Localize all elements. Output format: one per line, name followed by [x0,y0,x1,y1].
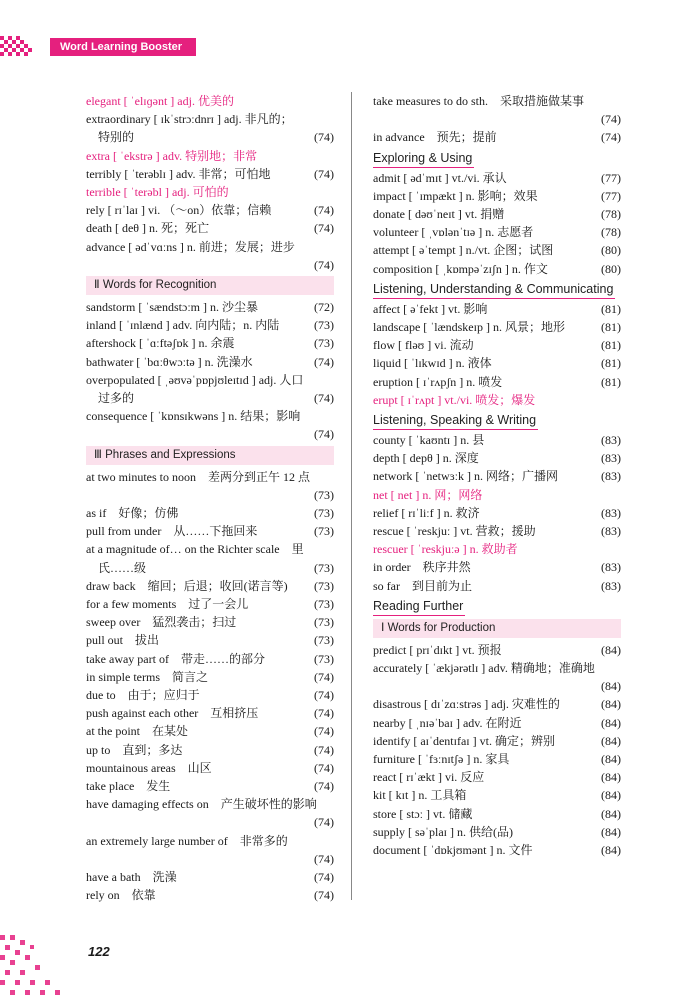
page-ref: (73) [314,336,334,351]
phrase-entry: rely on 依靠 (74) [86,886,334,904]
page-ref: (83) [601,578,621,593]
page-ref: (83) [601,524,621,539]
vocab-entry: predict [ prɪˈdɪkt ] vt. 预报 (84) [373,641,621,659]
page-number: 122 [88,944,110,959]
phrase-entry: pull from under 从……下拖回来 (73) [86,522,334,540]
vocab-entry: identify [ aɪˈdentɪfaɪ ] vt. 确定；辨别 (84) [373,732,621,750]
vocab-entry: in order 秩序井然 (83) [373,558,621,576]
vocab-entry: bathwater [ ˈbɑːθwɔːtə ] n. 洗澡水 (74) [86,353,334,371]
page-ref: (74) [314,427,334,442]
vocab-entry: rely [ rɪˈlaɪ ] vi. （～on）依靠；信赖 (74) [86,201,334,219]
vocab-entry: flow [ fləʊ ] vi. 流动 (81) [373,336,621,354]
heading-listening-understanding: Listening, Understanding & Communicating [373,280,615,299]
phrase-entry: pull out 拔出 (73) [86,631,334,649]
vocab-entry: rescuer [ ˈreskjuːə ] n. 救助者 [373,542,518,557]
page-ref: (84) [601,843,621,858]
page-ref: (74) [314,760,334,775]
phrase-entry: take measures to do sth. 采取措施做某事 (74) [373,92,621,128]
vocab-entry: extraordinary [ ɪkˈstrɔːdnrɪ ] adj. 非凡的； 特别的 (74) [86,110,334,146]
phrase-entry: have damaging effects on 产生破坏性的影响 (74) [86,795,334,831]
phrase-entry: draw back 缩回；后退；收回(诺言等) (73) [86,577,334,595]
phrase-entry: at two minutes to noon 差两分到正午 12 点 (73) [86,468,334,504]
phrase-group-continued [373,92,621,147]
left-column [86,92,334,904]
page-ref: (74) [314,354,334,369]
phrase-group [86,468,334,905]
page-ref: (80) [601,243,621,258]
vocab-entry: consequence [ ˈkɒnsɪkwəns ] n. 结果；影响 (74) [86,407,334,443]
vocab-entry: affect [ əˈfekt ] vt. 影响 (81) [373,300,621,318]
phrase-entry: as if 好像；仿佛 (73) [86,504,334,522]
page-ref: (74) [314,130,334,145]
right-column [373,92,621,859]
page-ref: (83) [601,451,621,466]
vocab-entry: death [ deθ ] n. 死；死亡 (74) [86,219,334,237]
vocab-entry: terribly [ ˈterəblɪ ] adv. 非常；可怕地 (74) [86,165,334,183]
vocab-group-core [86,92,334,274]
page-ref: (81) [601,320,621,335]
vocab-entry: network [ ˈnetwɜːk ] n. 网络；广播网 (83) [373,467,621,485]
vocab-entry: eruption [ ɪˈrʌpʃn ] n. 喷发 (81) [373,373,621,391]
vocab-group-listening-understanding [373,300,621,409]
vocab-entry: accurately [ ˈækjərətlɪ ] adv. 精确地；准确地 (84) [373,659,621,695]
page-ref: (81) [601,338,621,353]
page-ref: (74) [314,166,334,181]
page-ref: (73) [314,318,334,333]
heading-listening-speaking: Listening, Speaking & Writing [373,411,538,430]
vocab-entry: overpopulated [ ˌəʊvəˈpɒpjʊleɪtɪd ] adj. 人口 过多的 (74) [86,371,334,407]
vocab-entry: volunteer [ ˌvɒlənˈtɪə ] n. 志愿者 (78) [373,223,621,241]
vocab-entry: landscape [ ˈlændskeɪp ] n. 风景；地形 (81) [373,318,621,336]
page-ref: (84) [601,788,621,803]
vocab-group-recognition [86,298,334,444]
heading-exploring-using: Exploring & Using [373,149,474,168]
page-ref: (84) [601,752,621,767]
section-band-words-recognition: Ⅱ Words for Recognition [86,276,334,295]
heading-reading-further: Reading Further [373,597,465,616]
phrase-entry: take place 发生 (74) [86,777,334,795]
section-band-words-production: Ⅰ Words for Production [373,619,621,638]
page-ref: (74) [601,130,621,145]
phrase-entry: due to 由于；应归于 (74) [86,686,334,704]
phrase-entry: in advance 预先；提前 (74) [373,128,621,146]
vocab-entry: react [ rɪˈækt ] vi. 反应 (84) [373,768,621,786]
vocab-entry: liquid [ ˈlɪkwɪd ] n. 液体 (81) [373,354,621,372]
page-ref: (74) [314,257,334,272]
vocab-entry: relief [ rɪˈliːf ] n. 救济 (83) [373,504,621,522]
vocab-entry: terrible [ ˈterəbl ] adj. 可怕的 [86,185,229,200]
page-ref: (73) [314,615,334,630]
page-ref: (74) [314,203,334,218]
vocab-entry: rescue [ ˈreskjuː ] vt. 营救；援助 (83) [373,522,621,540]
vocab-entry: net [ net ] n. 网；网络 [373,487,483,502]
page-ref: (73) [314,560,334,575]
page-ref: (84) [601,715,621,730]
page-ref: (84) [601,824,621,839]
page-ref: (77) [601,170,621,185]
page-ref: (81) [601,301,621,316]
vocab-entry: kit [ kɪt ] n. 工具箱 (84) [373,786,621,804]
page-ref: (74) [314,851,334,866]
vocab-entry: attempt [ əˈtempt ] n./vt. 企图；试图 (80) [373,241,621,259]
page-ref: (81) [601,356,621,371]
phrase-entry: for a few moments 过了一会儿 (73) [86,595,334,613]
vocab-entry: document [ ˈdɒkjʊmənt ] n. 文件 (84) [373,841,621,859]
page-ref: (74) [601,112,621,127]
vocab-entry: sandstorm [ ˈsændstɔːm ] n. 沙尘暴 (72) [86,298,334,316]
page-ref: (84) [601,679,621,694]
page-ref: (73) [314,597,334,612]
phrase-entry: at the point 在某处 (74) [86,722,334,740]
vocab-entry: so far 到目前为止 (83) [373,577,621,595]
vocab-entry: county [ ˈkaʊntɪ ] n. 县 (83) [373,431,621,449]
vocab-entry: disastrous [ dɪˈzɑːstrəs ] adj. 灾难性的 (84) [373,695,621,713]
page-ref: (78) [601,207,621,221]
vocab-entry: furniture [ ˈfɜːnɪtʃə ] n. 家具 (84) [373,750,621,768]
page-ref: (74) [314,391,334,406]
page-ref: (73) [314,487,334,502]
phrase-entry: in simple terms 简言之 (74) [86,668,334,686]
vocab-group-exploring [373,169,621,278]
page-ref: (80) [601,261,621,276]
page-ref: (81) [601,374,621,389]
page-ref: (73) [314,633,334,648]
page-ref: (74) [314,669,334,684]
page-ref: (73) [314,578,334,593]
section-band-phrases: Ⅲ Phrases and Expressions [86,446,334,465]
page-ref: (74) [314,221,334,236]
vocab-entry: supply [ səˈplaɪ ] n. 供给(品) (84) [373,823,621,841]
vocab-entry: extra [ ˈekstrə ] adv. 特别地；非常 [86,148,258,163]
vocab-entry: advance [ ədˈvɑːns ] n. 前进；发展；进步 (74) [86,238,334,274]
page-ref: (73) [314,524,334,539]
page-ref: (73) [314,506,334,521]
section-banner: Word Learning Booster [50,38,196,56]
checker-decoration-bottom [0,925,95,996]
vocab-entry: depth [ depθ ] n. 深度 (83) [373,449,621,467]
vocab-entry: composition [ ˌkɒmpəˈzɪʃn ] n. 作文 (80) [373,260,621,278]
page-ref: (78) [601,225,621,240]
page-ref: (74) [314,742,334,757]
page-ref: (74) [314,724,334,739]
vocab-entry: aftershock [ ˈɑːftəʃɒk ] n. 余震 (73) [86,334,334,352]
phrase-entry: at a magnitude of… on the Richter scale 里 氏……级 (73) [86,540,334,576]
page-ref: (83) [601,505,621,520]
phrase-entry: mountainous areas 山区 (74) [86,759,334,777]
page-ref: (74) [314,815,334,830]
page-ref: (74) [314,888,334,903]
page-ref: (84) [601,770,621,785]
column-divider [351,92,352,900]
page-ref: (83) [601,560,621,575]
page-ref: (83) [601,469,621,484]
page-ref: (74) [314,870,334,885]
page-ref: (74) [314,688,334,703]
phrase-entry: an extremely large number of 非常多的 (74) [86,832,334,868]
page-ref: (74) [314,706,334,721]
vocab-entry: impact [ ˈɪmpækt ] n. 影响；效果 (77) [373,187,621,205]
page-ref: (83) [601,433,621,448]
vocab-entry: elegant [ ˈelɪɡənt ] adj. 优美的 [86,94,234,108]
vocab-entry: store [ stɔː ] vt. 储藏 (84) [373,805,621,823]
page-ref: (74) [314,779,334,794]
page-ref: (84) [601,697,621,712]
page-ref: (84) [601,642,621,657]
vocab-entry: donate [ dəʊˈneɪt ] vt. 捐赠 (78) [373,205,621,223]
page-ref: (84) [601,806,621,821]
vocab-entry: erupt [ ɪˈrʌpt ] vt./vi. 喷发；爆发 [373,392,536,407]
vocab-group-listening-speaking [373,431,621,595]
phrase-entry: up to 直到；多达 (74) [86,741,334,759]
vocab-group-production [373,641,621,859]
vocab-entry: inland [ ˈɪnlænd ] adv. 向内陆；n. 内陆 (73) [86,316,334,334]
page-ref: (72) [314,300,334,315]
phrase-entry: take away part of 带走……的部分 (73) [86,650,334,668]
phrase-entry: sweep over 猛烈袭击；扫过 (73) [86,613,334,631]
page-ref: (77) [601,188,621,203]
phrase-entry: have a bath 洗澡 (74) [86,868,334,886]
vocab-entry: admit [ ədˈmɪt ] vt./vi. 承认 (77) [373,169,621,187]
page-ref: (73) [314,651,334,666]
phrase-entry: push against each other 互相挤压 (74) [86,704,334,722]
page-ref: (84) [601,733,621,748]
vocab-entry: nearby [ ˌnɪəˈbaɪ ] adv. 在附近 (84) [373,714,621,732]
